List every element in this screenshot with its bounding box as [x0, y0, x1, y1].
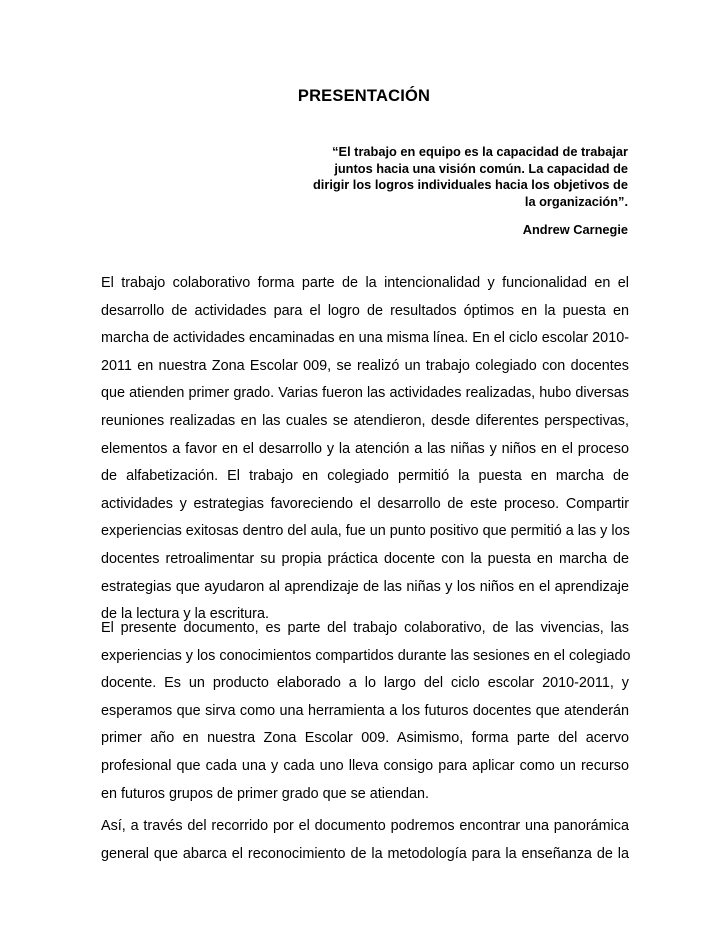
text-line: general que abarca el reconocimiento de la metodología para la enseñanza de la — [101, 845, 629, 862]
epigraph-author: Andrew Carnegie — [522, 222, 628, 237]
epigraph-line: dirigir los logros individuales hacia los objetivos de — [312, 177, 628, 192]
text-line: 2011 en nuestra Zona Escolar 009, se realizó un trabajo colegiado con docentes — [101, 357, 629, 374]
text-line: estrategias que ayudaron al aprendizaje de las niñas y los niños en el aprendizaje — [101, 578, 629, 595]
text-line: reuniones realizadas en las cuales se atendieron, desde diferentes perspectivas, — [101, 412, 629, 429]
text-line: experiencias exitosas dentro del aula, fue un punto positivo que permitió a las y los — [101, 523, 630, 540]
text-line: esperamos que sirva como una herramienta a los futuros docentes que atenderán — [101, 702, 629, 719]
epigraph-quote — [260, 144, 628, 210]
text-line: El presente documento, es parte del trabajo colaborativo, de las vivencias, las — [101, 620, 629, 636]
text-line: de alfabetización. El trabajo en colegiado permitió la puesta en marcha de — [101, 468, 629, 485]
text-line: primer año en nuestra Zona Escolar 009. Asimismo, forma parte del acervo — [101, 730, 629, 747]
text-line: profesional que cada una y cada uno lleva consigo para aplicar como un recurso — [101, 757, 629, 774]
text-line: desarrollo de actividades para el logro de resultados óptimos en la puesta en — [101, 302, 629, 319]
text-line: actividades y estrategias favoreciendo el desarrollo de este proceso. Compartir — [101, 495, 629, 512]
text-line: experiencias y los conocimientos compartidos durante las sesiones en el colegiado — [101, 647, 631, 664]
paragraph-3 — [101, 813, 629, 868]
epigraph-line: “El trabajo en equipo es la capacidad de trabajar — [332, 144, 628, 159]
text-line: Así, a través del recorrido por el documento podremos encontrar una panorámica — [101, 818, 629, 834]
epigraph-line: la organización”. — [524, 193, 628, 209]
text-line: que atienden primer grado. Varias fueron las actividades realizadas, hubo diversas — [101, 385, 629, 402]
text-line: docentes retroalimentar su propia práctica docente con la puesta en marcha de — [101, 550, 629, 567]
paragraph-1 — [101, 270, 629, 629]
text-line: El trabajo colaborativo forma parte de la intencionalidad y funcionalidad en el — [101, 275, 629, 291]
paragraph-2 — [101, 615, 629, 808]
epigraph-line: juntos hacia una visión común. La capacidad de — [334, 160, 628, 176]
page-title: PRESENTACIÓN — [297, 87, 431, 105]
text-line: marcha de actividades encaminadas en una misma línea. En el ciclo escolar 2010- — [101, 330, 629, 347]
text-line: de la lectura y la escritura. — [101, 606, 269, 623]
text-line: docente. Es un producto elaborado a lo largo del ciclo escolar 2010-2011, y — [101, 675, 629, 692]
text-line: en futuros grupos de primer grado que se atiendan. — [101, 785, 429, 802]
text-line: elementos a favor en el desarrollo y la atención a las niñas y niños en el proceso — [101, 440, 629, 457]
